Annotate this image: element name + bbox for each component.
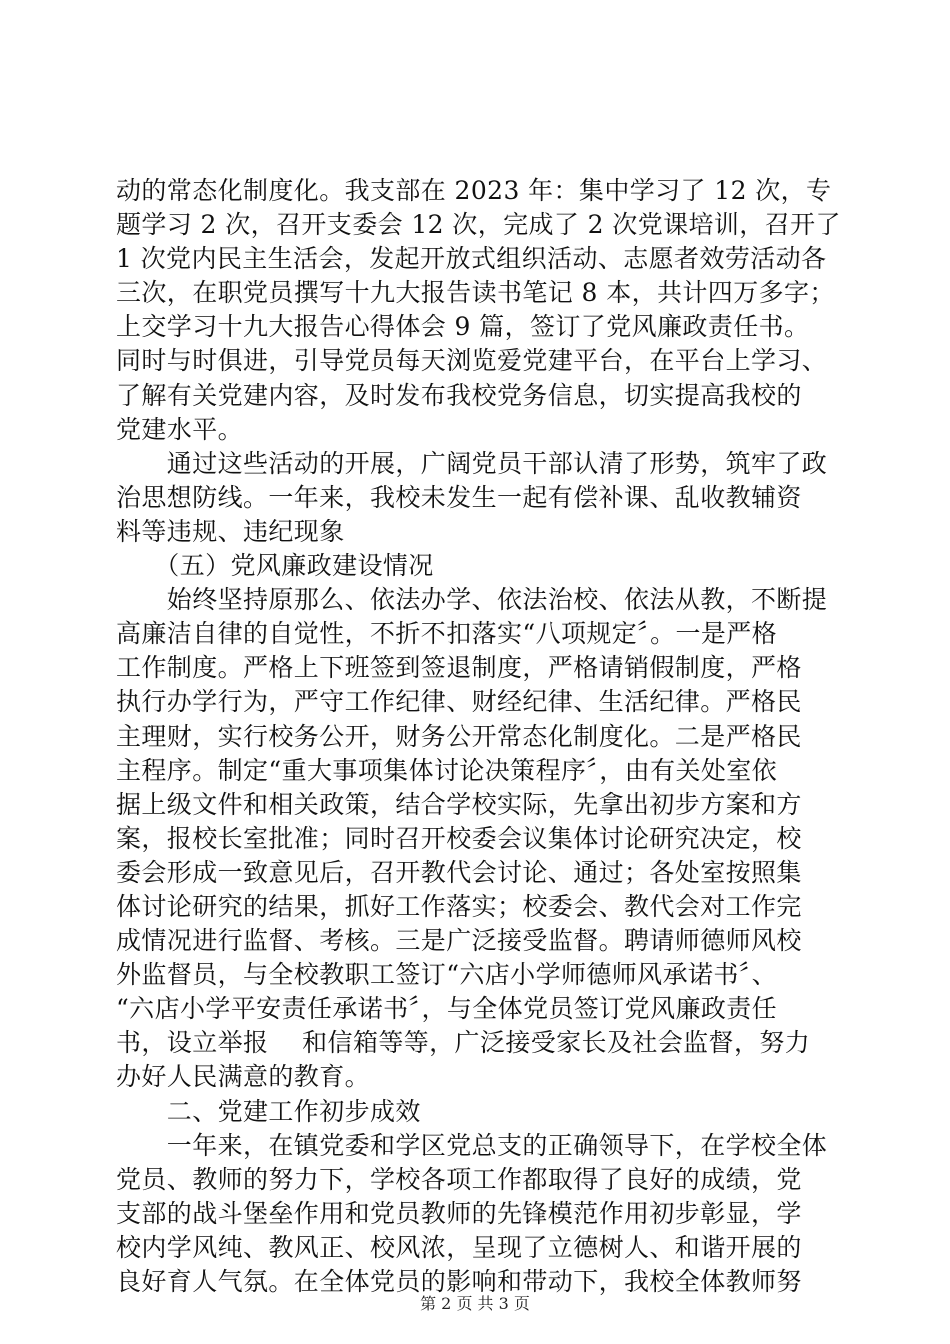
text-line: 一年来，在镇党委和学区党总支的正确领导下，在学校全体 xyxy=(116,1130,828,1160)
document-body xyxy=(116,174,846,1299)
text-line: 高廉洁自律的自觉性，不折不扣落实“八项规定〞。一是严格 xyxy=(116,619,778,649)
text-line: 办好人民满意的教育。 xyxy=(116,1062,371,1092)
text-line: 校内学风纯、教风正、校风浓，呈现了立德树人、和谐开展的 xyxy=(116,1232,802,1262)
text-line: 良好育人气氛。在全体党员的影响和带动下，我校全体教师努 xyxy=(116,1267,802,1296)
text-line: 动的常态化制度化。我支部在 2023 年：集中学习了 12 次，专 xyxy=(116,176,832,205)
text-line: 党员、教师的努力下，学校各项工作都取得了良好的成绩，党 xyxy=(116,1164,802,1194)
text-line: 党建水平。 xyxy=(116,414,244,444)
text-line: 成情况进行监督、考核。三是广泛接受监督。聘请师德师风校 xyxy=(116,926,802,956)
text-line: 外监督员，与全校教职工签订“六店小学师德师风承诺书〞、 xyxy=(116,960,778,990)
text-line: 据上级文件和相关政策，结合学校实际，先拿出初步方案和方 xyxy=(116,789,802,819)
section-heading: （五）党风廉政建设情况 xyxy=(116,551,434,581)
text-line: 执行办学行为，严守工作纪律、财经纪律、生活纪律。严格民 xyxy=(116,687,802,717)
text-line: 料等违规、违纪现象 xyxy=(116,516,345,546)
text-line: 体讨论研究的结果，抓好工作落实；校委会、教代会对工作完 xyxy=(116,891,802,921)
text-line: 了解有关党建内容，及时发布我校党务信息，切实提高我校的 xyxy=(116,380,802,410)
text-line: 案，报校长室批准；同时召开校委会议集体讨论研究决定，校 xyxy=(116,823,802,853)
text-line: 1 次党内民主生活会，发起开放式组织活动、志愿者效劳活动各 xyxy=(116,244,827,274)
text-line: 工作制度。严格上下班签到签退制度，严格请销假制度，严格 xyxy=(116,653,802,683)
text-line: 同时与时俱进，引导党员每天浏览爱党建平台，在平台上学习、 xyxy=(116,346,828,376)
section-heading: 二、党建工作初步成效 xyxy=(116,1096,421,1126)
text-line: 治思想防线。一年来，我校未发生一起有偿补课、乱收教辅资 xyxy=(116,482,802,512)
text-line: 主理财，实行校务公开，财务公开常态化制度化。二是严格民 xyxy=(116,721,802,751)
text-line: 支部的战斗堡垒作用和党员教师的先锋模范作用初步彰显，学 xyxy=(116,1198,802,1228)
text-line: 三次，在职党员撰写十九大报告读书笔记 8 本，共计四万多字； xyxy=(116,278,835,308)
text-line: “六店小学平安责任承诺书〞，与全体党员签订党风廉政责任 xyxy=(116,994,778,1024)
text-line: 主程序。制定“重大事项集体讨论决策程序〞，由有关处室依 xyxy=(116,755,778,785)
page-number-footer: 第 2 页 共 3 页 xyxy=(420,1294,530,1313)
text-line: 书，设立举报 和信箱等等，广泛接受家长及社会监督，努力 xyxy=(116,1028,811,1058)
text-line: 上交学习十九大报告心得体会 9 篇，签订了党风廉政责任书。 xyxy=(116,312,810,342)
text-line: 委会形成一致意见后，召开教代会讨论、通过；各处室按照集 xyxy=(116,857,802,887)
text-line: 通过这些活动的开展，广阔党员干部认清了形势，筑牢了政 xyxy=(116,448,828,478)
text-line: 始终坚持原那么、依法办学、依法治校、依法从教，不断提 xyxy=(116,585,828,615)
text-line: 题学习 2 次，召开支委会 12 次，完成了 2 次党课培训，召开了 xyxy=(116,210,841,240)
